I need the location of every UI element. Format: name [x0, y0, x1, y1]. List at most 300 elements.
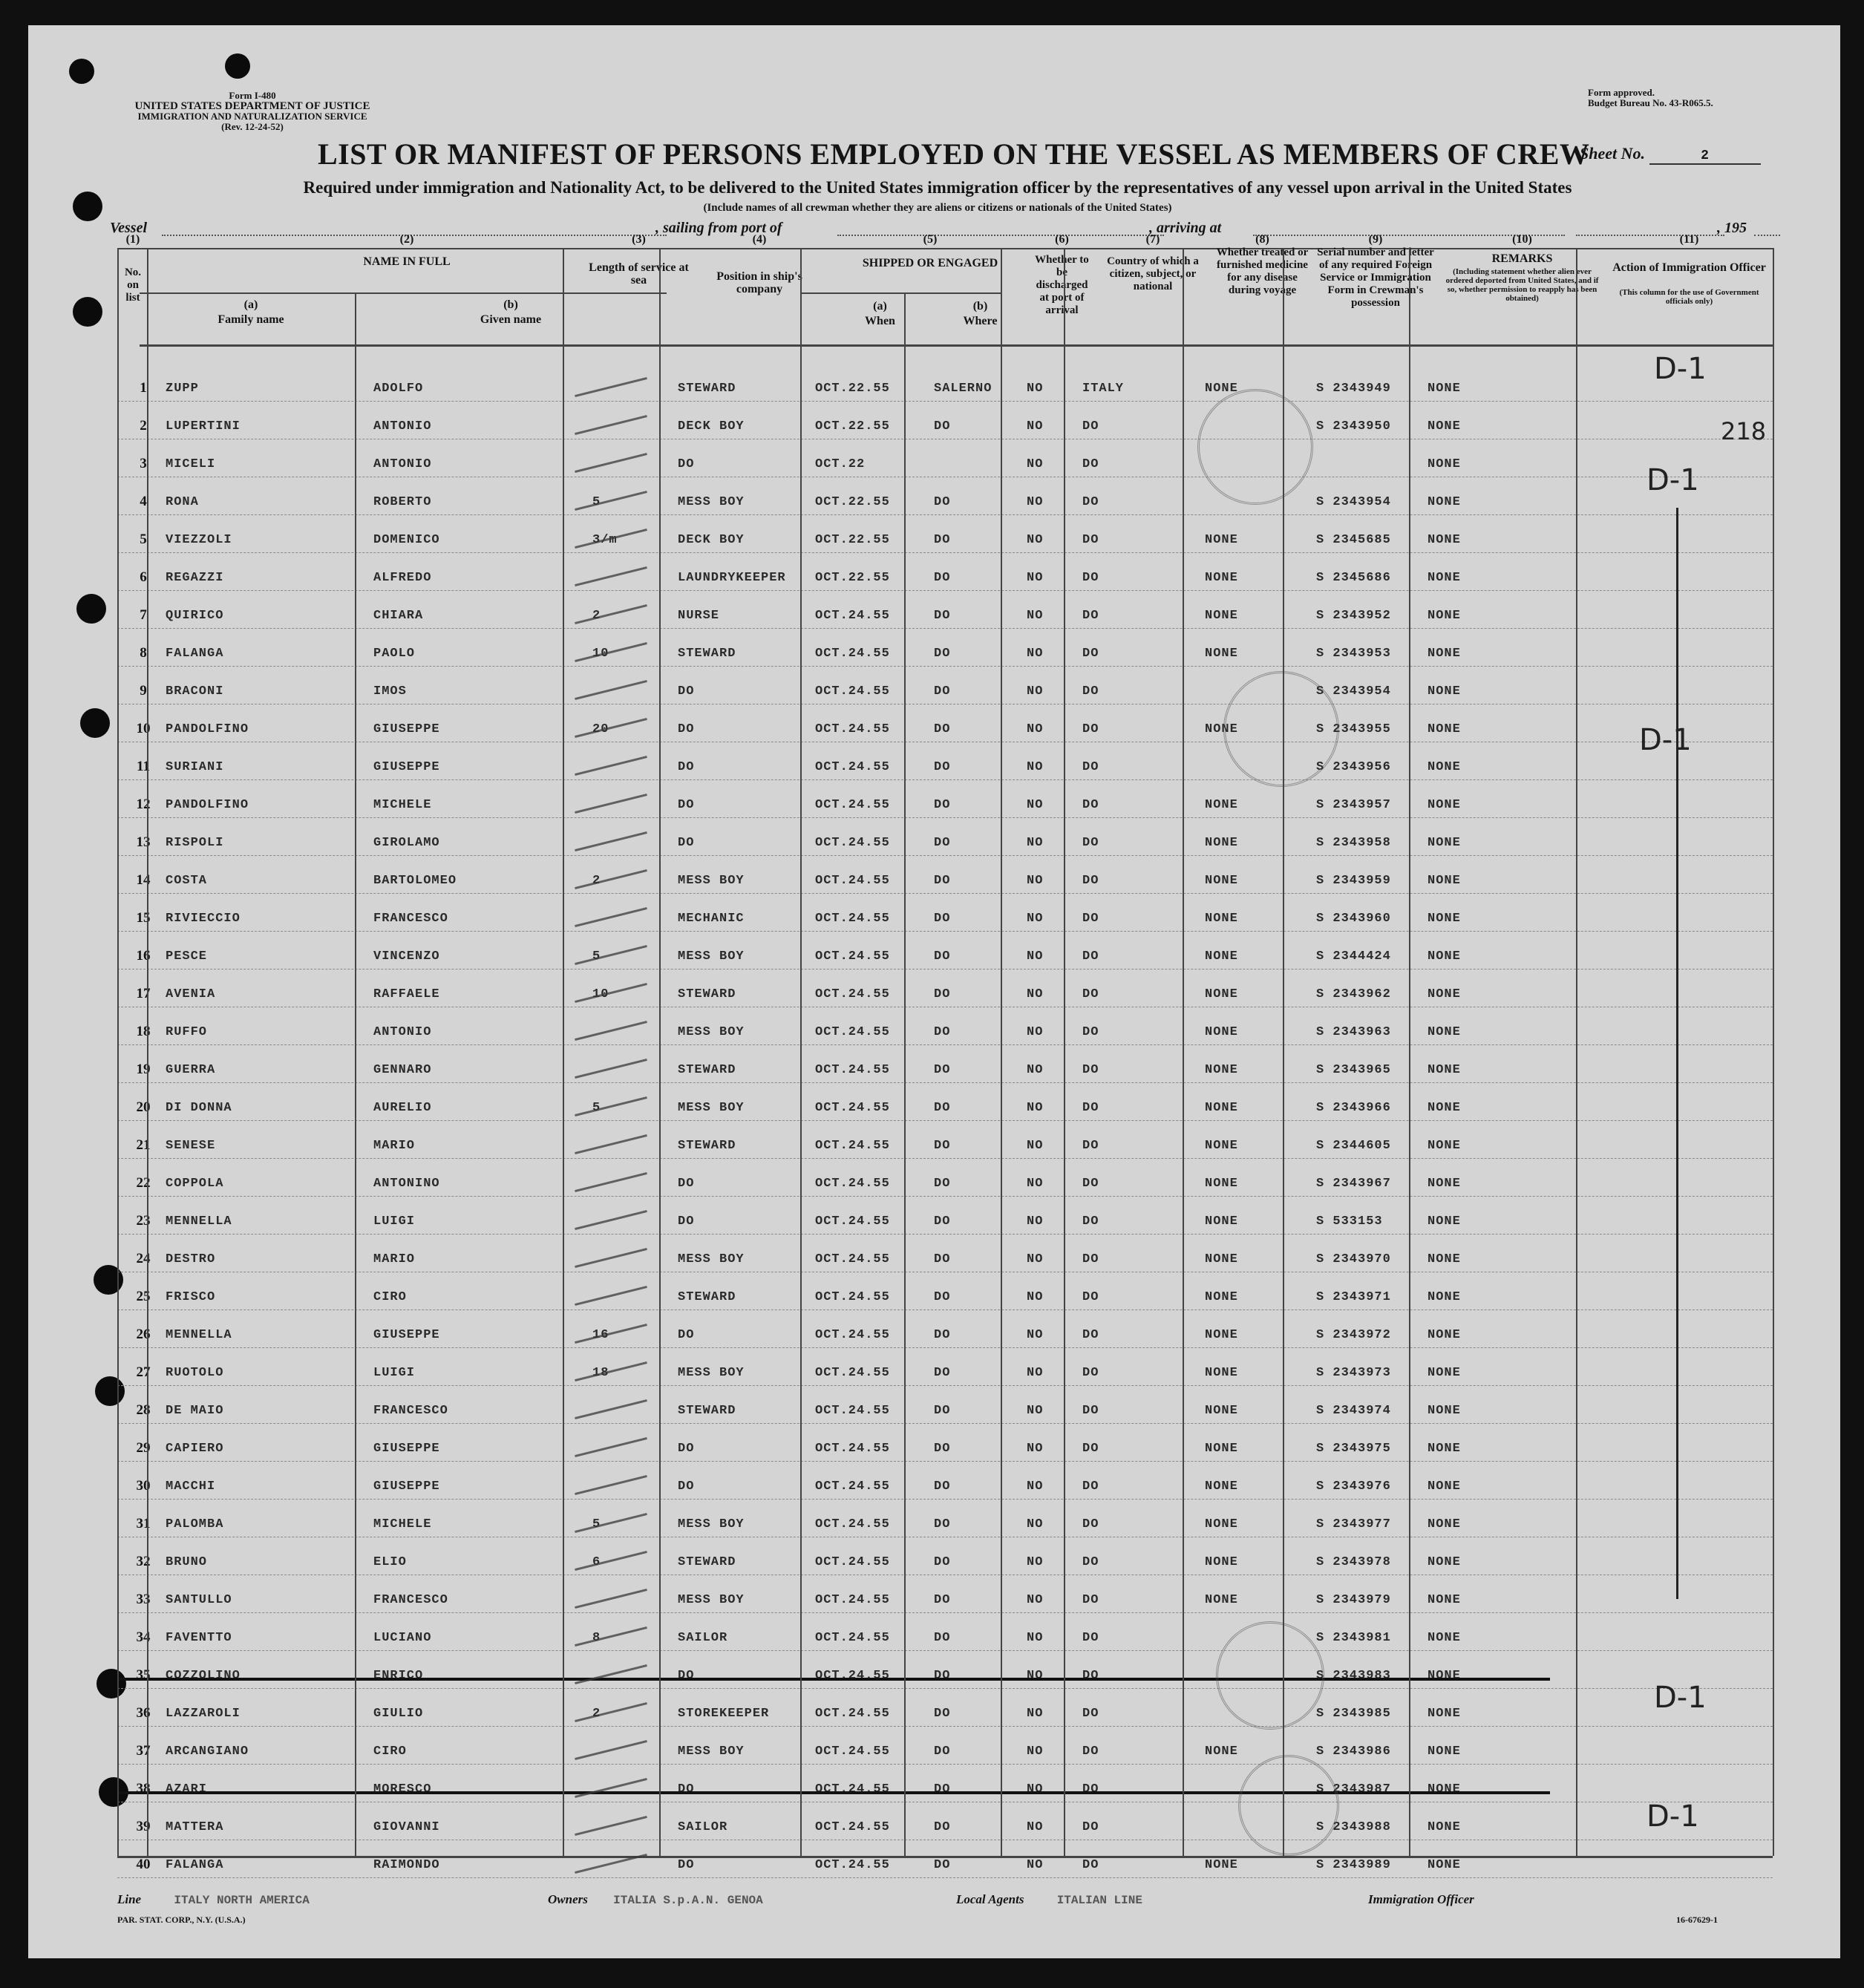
- line-value: ITALY NORTH AMERICA: [174, 1894, 310, 1907]
- remarks: NONE: [1428, 722, 1461, 736]
- family-name: RUFFO: [166, 1025, 208, 1039]
- serial-number: S 2343972: [1316, 1328, 1391, 1342]
- tally-mark: [575, 1475, 647, 1495]
- position: STEWARD: [678, 1063, 736, 1077]
- discharge: NO: [1027, 1442, 1044, 1456]
- position: DO: [678, 1782, 695, 1796]
- row-number: 4: [140, 494, 147, 509]
- given-name: FRANCESCO: [373, 1404, 448, 1418]
- col11-note: (This column for the use of Government officials only): [1619, 288, 1759, 306]
- tally-mark: [575, 1210, 647, 1230]
- shipped-where: DO: [934, 533, 951, 547]
- row-number: 37: [136, 1743, 151, 1759]
- family-name: FRISCO: [166, 1290, 216, 1304]
- serial-number: S 2343970: [1316, 1252, 1391, 1266]
- col11-number: (11): [1679, 233, 1699, 246]
- remarks: NONE: [1428, 1328, 1461, 1342]
- serial-number: S 2343960: [1316, 912, 1391, 926]
- col8-label: Whether treated or furnished medicine for any disease during voyage: [1216, 246, 1309, 296]
- page-title: LIST OR MANIFEST OF PERSONS EMPLOYED ON THE VESSEL AS MEMBERS OF CREW: [318, 137, 1590, 171]
- position: STEWARD: [678, 987, 736, 1001]
- consulate-seal: [1238, 1755, 1339, 1856]
- given-name: ANTONIO: [373, 1025, 432, 1039]
- shipped-where: DO: [934, 722, 951, 736]
- position: DO: [678, 798, 695, 812]
- row-number: 26: [136, 1327, 151, 1342]
- family-name: AVENIA: [166, 987, 216, 1001]
- row-number: 14: [136, 872, 151, 888]
- owners-value: ITALIA S.p.A.N. GENOA: [613, 1894, 763, 1907]
- given-name: GIROLAMO: [373, 836, 440, 850]
- position: STEWARD: [678, 382, 736, 396]
- position: MESS BOY: [678, 1745, 745, 1759]
- col9-label: Serial number and letter of any required Foreign Service or Immigration Form in Crewman's possession: [1317, 246, 1434, 309]
- serial-number: S 2343987: [1316, 1782, 1391, 1796]
- position: DO: [678, 1669, 695, 1683]
- medicine: NONE: [1205, 874, 1238, 888]
- form-number: Form I-480: [229, 90, 276, 101]
- shipped-when: OCT.24.55: [815, 1139, 890, 1153]
- row-rule: [117, 969, 1773, 970]
- row-rule: [117, 1423, 1773, 1424]
- discharge: NO: [1027, 382, 1044, 396]
- shipped-where: DO: [934, 1479, 951, 1494]
- position: STEWARD: [678, 1404, 736, 1418]
- given-name: ANTONINO: [373, 1177, 440, 1191]
- annotation-d1: D-1: [1654, 352, 1707, 386]
- remarks: NONE: [1428, 495, 1461, 509]
- serial-number: S 2343983: [1316, 1669, 1391, 1683]
- tally-mark: [575, 1626, 647, 1647]
- tally-mark: [575, 907, 647, 927]
- remarks: NONE: [1428, 987, 1461, 1001]
- serial-number: S 2343958: [1316, 836, 1391, 850]
- position: MESS BOY: [678, 1252, 745, 1266]
- punch-hole: [73, 192, 102, 221]
- shipped-where: DO: [934, 949, 951, 964]
- length-of-service: 2: [592, 874, 601, 888]
- department: UNITED STATES DEPARTMENT OF JUSTICE: [134, 100, 370, 112]
- remarks: NONE: [1428, 571, 1461, 585]
- row-number: 28: [136, 1402, 151, 1418]
- form-code: 16-67629-1: [1676, 1915, 1718, 1925]
- length-of-service: 10: [592, 647, 609, 661]
- row-rule: [117, 1234, 1773, 1235]
- shipped-when: OCT.24.55: [815, 1063, 890, 1077]
- family-name: LAZZAROLI: [166, 1707, 241, 1721]
- remarks: NONE: [1428, 1025, 1461, 1039]
- family-name: MACCHI: [166, 1479, 216, 1494]
- remarks: NONE: [1428, 798, 1461, 812]
- medicine: NONE: [1205, 1858, 1238, 1872]
- col10-label: REMARKS: [1491, 252, 1553, 265]
- medicine: NONE: [1205, 949, 1238, 964]
- col10-note: (Including statement whether alien ever ordered deported from United States, and if so, whether permission to reapply has been obtained): [1445, 267, 1599, 303]
- discharge: NO: [1027, 533, 1044, 547]
- given-name: GIOVANNI: [373, 1820, 440, 1834]
- remarks: NONE: [1428, 609, 1461, 623]
- shipped-where: DO: [934, 1782, 951, 1796]
- row-rule: [117, 893, 1773, 894]
- position: STOREKEEPER: [678, 1707, 770, 1721]
- family-name: DESTRO: [166, 1252, 216, 1266]
- length-of-service: 16: [592, 1328, 609, 1342]
- row-number: 31: [136, 1516, 151, 1531]
- family-name: PANDOLFINO: [166, 722, 249, 736]
- medicine: NONE: [1205, 533, 1238, 547]
- shipped-when: OCT.22.55: [815, 533, 890, 547]
- annotation-bracket: [1676, 508, 1678, 1599]
- tally-mark: [575, 377, 647, 397]
- country: DO: [1082, 949, 1099, 964]
- discharge: NO: [1027, 1669, 1044, 1683]
- footer-agents: [956, 1892, 1142, 1907]
- position: DO: [678, 1479, 695, 1494]
- column-divider: [147, 248, 148, 1856]
- given-name: VINCENZO: [373, 949, 440, 964]
- family-name: MENNELLA: [166, 1328, 232, 1342]
- row-number: 27: [136, 1364, 151, 1380]
- discharge: NO: [1027, 457, 1044, 471]
- punch-hole: [73, 297, 102, 327]
- family-name: AZARI: [166, 1782, 208, 1796]
- tally-mark: [575, 1740, 647, 1760]
- discharge: NO: [1027, 684, 1044, 699]
- given-name: FRANCESCO: [373, 912, 448, 926]
- remarks: NONE: [1428, 912, 1461, 926]
- country: DO: [1082, 684, 1099, 699]
- row-number: 5: [140, 532, 147, 547]
- remarks: NONE: [1428, 1593, 1461, 1607]
- country: DO: [1082, 1139, 1099, 1153]
- remarks: NONE: [1428, 1101, 1461, 1115]
- country: DO: [1082, 571, 1099, 585]
- given-name: CIRO: [373, 1745, 407, 1759]
- discharge: NO: [1027, 419, 1044, 434]
- shipped-where: DO: [934, 912, 951, 926]
- given-name: ROBERTO: [373, 495, 432, 509]
- row-number: 11: [137, 759, 150, 774]
- country: DO: [1082, 1177, 1099, 1191]
- discharge: NO: [1027, 987, 1044, 1001]
- col2-number: (2): [399, 233, 414, 246]
- discharge: NO: [1027, 1782, 1044, 1796]
- serial-number: S 533153: [1316, 1214, 1383, 1229]
- shipped-when: OCT.24.55: [815, 987, 890, 1001]
- discharge: NO: [1027, 760, 1044, 774]
- shipped-when: OCT.24.55: [815, 1442, 890, 1456]
- shipped-when: OCT.24.55: [815, 1858, 890, 1872]
- family-name: QUIRICO: [166, 609, 224, 623]
- position: MESS BOY: [678, 949, 745, 964]
- shipped-when: OCT.24.55: [815, 1707, 890, 1721]
- tally-mark: [575, 1096, 647, 1116]
- remarks: NONE: [1428, 874, 1461, 888]
- col7-number: (7): [1145, 233, 1160, 246]
- discharge: NO: [1027, 1707, 1044, 1721]
- family-name: BRUNO: [166, 1555, 208, 1569]
- shipped-when: OCT.24.55: [815, 1593, 890, 1607]
- shipped-when: OCT.24.55: [815, 1669, 890, 1683]
- serial-number: S 2343978: [1316, 1555, 1391, 1569]
- shipped-where: DO: [934, 647, 951, 661]
- shipped-where: DO: [934, 1858, 951, 1872]
- family-name: RONA: [166, 495, 199, 509]
- family-name: ZUPP: [166, 382, 199, 396]
- given-name: MARIO: [373, 1252, 416, 1266]
- remarks: NONE: [1428, 1858, 1461, 1872]
- row-number: 10: [136, 721, 151, 736]
- shipped-when: OCT.22: [815, 457, 866, 471]
- country: ITALY: [1082, 382, 1125, 396]
- shipped-where: DO: [934, 571, 951, 585]
- tally-mark: [575, 1551, 647, 1571]
- discharge: NO: [1027, 836, 1044, 850]
- length-of-service: 6: [592, 1555, 601, 1569]
- col10-number: (10): [1512, 233, 1532, 246]
- shipped-where: DO: [934, 419, 951, 434]
- remarks: NONE: [1428, 1669, 1461, 1683]
- country: DO: [1082, 1101, 1099, 1115]
- country: DO: [1082, 912, 1099, 926]
- medicine: NONE: [1205, 1593, 1238, 1607]
- row-number: 6: [140, 569, 147, 585]
- discharge: NO: [1027, 1479, 1044, 1494]
- position: MESS BOY: [678, 874, 745, 888]
- discharge: NO: [1027, 495, 1044, 509]
- row-number: 22: [136, 1175, 151, 1191]
- sheet-label: Sheet No.: [1580, 144, 1645, 163]
- serial-number: S 2343971: [1316, 1290, 1391, 1304]
- medicine: NONE: [1205, 1177, 1238, 1191]
- service: IMMIGRATION AND NATURALIZATION SERVICE: [137, 111, 367, 122]
- serial-number: S 2343953: [1316, 647, 1391, 661]
- column-divider: [355, 292, 356, 1856]
- family-name: CAPIERO: [166, 1442, 224, 1456]
- row-number: 7: [140, 607, 147, 623]
- medicine: NONE: [1205, 987, 1238, 1001]
- serial-number: S 2344424: [1316, 949, 1391, 964]
- length-of-service: 5: [592, 1101, 601, 1115]
- serial-number: S 2343950: [1316, 419, 1391, 434]
- shipped-where: DO: [934, 874, 951, 888]
- line-label: Line: [117, 1892, 142, 1906]
- column-divider: [659, 248, 661, 1856]
- annotation-d1: D-1: [1646, 463, 1699, 497]
- remarks: NONE: [1428, 382, 1461, 396]
- shipped-where: DO: [934, 1063, 951, 1077]
- position: MESS BOY: [678, 1593, 745, 1607]
- row-rule: [117, 1764, 1773, 1765]
- position: MESS BOY: [678, 1366, 745, 1380]
- shipped-where: DO: [934, 1101, 951, 1115]
- position: DO: [678, 760, 695, 774]
- medicine: NONE: [1205, 798, 1238, 812]
- family-name: SURIANI: [166, 760, 224, 774]
- remarks: NONE: [1428, 1366, 1461, 1380]
- family-name: GUERRA: [166, 1063, 216, 1077]
- serial-number: S 2343966: [1316, 1101, 1391, 1115]
- given-name: GIULIO: [373, 1707, 424, 1721]
- row-number: 36: [136, 1705, 151, 1721]
- shipped-where: DO: [934, 1442, 951, 1456]
- col6-label: Whether to be discharged at port of arrival: [1035, 254, 1089, 316]
- medicine: NONE: [1205, 1252, 1238, 1266]
- shipped-when: OCT.24.55: [815, 1290, 890, 1304]
- given-name: ELIO: [373, 1555, 407, 1569]
- row-rule: [117, 666, 1773, 667]
- shipped-when: OCT.24.55: [815, 874, 890, 888]
- shipped-when: OCT.24.55: [815, 949, 890, 964]
- owners-label: Owners: [548, 1892, 588, 1906]
- discharge: NO: [1027, 647, 1044, 661]
- row-rule: [117, 514, 1773, 515]
- row-number: 1: [140, 380, 147, 396]
- serial-number: S 2345685: [1316, 533, 1391, 547]
- col5b-number: (b): [972, 300, 988, 313]
- footer-owners: [548, 1892, 763, 1907]
- discharge: NO: [1027, 1820, 1044, 1834]
- consulate-seal: [1197, 389, 1313, 505]
- discharge: NO: [1027, 1328, 1044, 1342]
- family-name: VIEZZOLI: [166, 533, 232, 547]
- shipped-where: DO: [934, 1555, 951, 1569]
- col8-number: (8): [1255, 233, 1269, 246]
- length-of-service: 3/m: [592, 533, 618, 547]
- tally-mark: [575, 415, 647, 435]
- row-rule: [117, 1688, 1773, 1689]
- column-divider: [117, 248, 119, 1856]
- country: DO: [1082, 1555, 1099, 1569]
- position: SAILOR: [678, 1820, 728, 1834]
- family-name: PANDOLFINO: [166, 798, 249, 812]
- country: DO: [1082, 1479, 1099, 1494]
- position: DECK BOY: [678, 533, 745, 547]
- shipped-where: DO: [934, 1290, 951, 1304]
- approved-text: Form approved.: [1588, 87, 1655, 98]
- shipped-where: DO: [934, 987, 951, 1001]
- row-number: 34: [136, 1629, 151, 1645]
- discharge: NO: [1027, 949, 1044, 964]
- row-number: 23: [136, 1213, 151, 1229]
- col3-number: (3): [632, 233, 646, 246]
- tally-mark: [575, 491, 647, 511]
- tally-mark: [575, 1816, 647, 1836]
- given-name: AURELIO: [373, 1101, 432, 1115]
- shipped-where: DO: [934, 1593, 951, 1607]
- discharge: NO: [1027, 1063, 1044, 1077]
- position: DO: [678, 836, 695, 850]
- shipped-where: DO: [934, 1404, 951, 1418]
- row-rule: [117, 779, 1773, 780]
- given-name: RAIMONDO: [373, 1858, 440, 1872]
- col2a-label: Family name: [218, 313, 284, 326]
- row-number: 9: [140, 683, 147, 699]
- row-rule: [117, 590, 1773, 591]
- row-number: 35: [136, 1667, 151, 1683]
- position: MESS BOY: [678, 1101, 745, 1115]
- country: DO: [1082, 1745, 1099, 1759]
- discharge: NO: [1027, 1252, 1044, 1266]
- given-name: GIUSEPPE: [373, 722, 440, 736]
- col3-label: Length of service at sea: [589, 261, 689, 287]
- row-number: 2: [140, 418, 147, 434]
- discharge: NO: [1027, 1631, 1044, 1645]
- serial-number: S 2343981: [1316, 1631, 1391, 1645]
- remarks: NONE: [1428, 1782, 1461, 1796]
- country: DO: [1082, 1820, 1099, 1834]
- punch-hole: [95, 1376, 125, 1406]
- country: DO: [1082, 1214, 1099, 1229]
- col2-label: NAME IN FULL: [363, 255, 451, 268]
- shipped-where: DO: [934, 609, 951, 623]
- length-of-service: 8: [592, 1631, 601, 1645]
- position: STEWARD: [678, 1555, 736, 1569]
- col5-number: (5): [923, 233, 938, 246]
- discharge: NO: [1027, 1290, 1044, 1304]
- row-rule: [117, 1347, 1773, 1348]
- tally-mark: [575, 1059, 647, 1079]
- position: DO: [678, 684, 695, 699]
- row-number: 13: [136, 834, 151, 850]
- family-name: COPPOLA: [166, 1177, 224, 1191]
- medicine: NONE: [1205, 382, 1238, 396]
- serial-number: S 2343962: [1316, 987, 1391, 1001]
- remarks: NONE: [1428, 1290, 1461, 1304]
- medicine: NONE: [1205, 1366, 1238, 1380]
- row-rule: [117, 1499, 1773, 1500]
- page-subtitle: Required under immigration and Nationality Act, to be delivered to the United States immigration officer by the representatives of any vessel upon arrival in the United States: [303, 178, 1572, 197]
- length-of-service: 2: [592, 1707, 601, 1721]
- medicine: NONE: [1205, 1555, 1238, 1569]
- serial-number: S 2343963: [1316, 1025, 1391, 1039]
- row-rule: [117, 1650, 1773, 1651]
- row-rule: [117, 855, 1773, 856]
- remarks: NONE: [1428, 1745, 1461, 1759]
- family-name: MICELI: [166, 457, 216, 471]
- country: DO: [1082, 836, 1099, 850]
- printer-imprint: PAR. STAT. CORP., N.Y. (U.S.A.): [117, 1915, 246, 1925]
- position: MESS BOY: [678, 1517, 745, 1531]
- serial-number: S 2343952: [1316, 609, 1391, 623]
- row-number: 30: [136, 1478, 151, 1494]
- country: DO: [1082, 1063, 1099, 1077]
- discharge: NO: [1027, 1404, 1044, 1418]
- remarks: NONE: [1428, 1404, 1461, 1418]
- country: DO: [1082, 1782, 1099, 1796]
- position: DO: [678, 457, 695, 471]
- medicine: NONE: [1205, 1328, 1238, 1342]
- given-name: ANTONIO: [373, 419, 432, 434]
- country: DO: [1082, 1593, 1099, 1607]
- remarks: NONE: [1428, 1442, 1461, 1456]
- column-divider: [1001, 248, 1002, 1856]
- discharge: NO: [1027, 1366, 1044, 1380]
- column-divider: [563, 248, 564, 1856]
- row-number: 3: [140, 456, 147, 471]
- col4-number: (4): [752, 233, 767, 246]
- shipped-when: OCT.24.55: [815, 912, 890, 926]
- col2b-label: Given name: [480, 313, 542, 326]
- family-name: DI DONNA: [166, 1101, 232, 1115]
- position: DECK BOY: [678, 419, 745, 434]
- remarks: NONE: [1428, 533, 1461, 547]
- given-name: IMOS: [373, 684, 407, 699]
- family-name: MATTERA: [166, 1820, 224, 1834]
- shipped-when: OCT.24.55: [815, 1517, 890, 1531]
- shipped-when: OCT.24.55: [815, 798, 890, 812]
- country: DO: [1082, 1442, 1099, 1456]
